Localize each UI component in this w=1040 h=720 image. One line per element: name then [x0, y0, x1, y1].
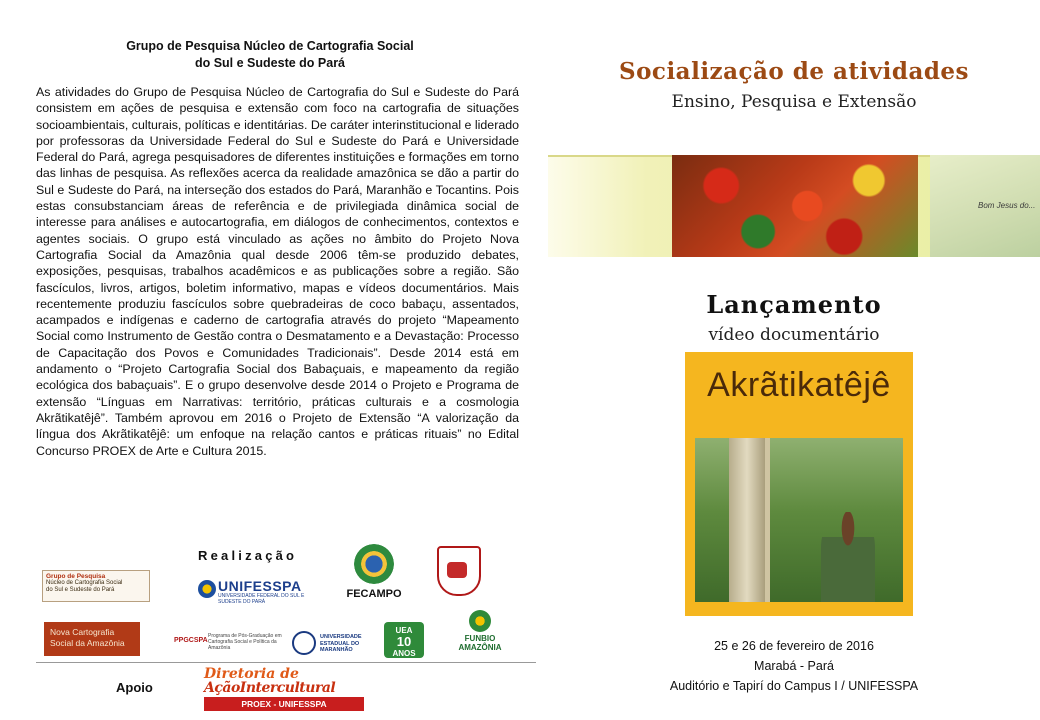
banner-map-label: Bom Jesus do...: [978, 201, 1036, 210]
fecampo-seal-icon: [354, 544, 394, 584]
uema-line3: MARANHÃO: [320, 647, 353, 653]
ppgcspa-logo: [174, 632, 284, 654]
group-heading: [40, 38, 500, 72]
documentary-poster: [685, 352, 913, 616]
uea-logo: [384, 622, 424, 658]
ppgcspa-key: PPGCSPA: [174, 637, 208, 644]
ncsa-line2: Social da Amazônia: [50, 638, 125, 648]
unifesspa-name: UNIFESSPA: [218, 578, 302, 594]
banner: [548, 155, 1040, 257]
nova-cartografia-logo: [44, 622, 140, 656]
funbio-emblem-icon: [469, 610, 491, 632]
brasao-logo: [436, 546, 482, 598]
fecampo-label: FECAMPO: [346, 588, 402, 600]
video-label: vídeo documentário: [708, 325, 880, 345]
grupo-logo-line1: Grupo de Pesquisa: [46, 573, 106, 580]
funbio-logo: [452, 610, 508, 658]
event-place: Marabá - Pará: [754, 659, 834, 673]
tree-trunk: [729, 438, 765, 602]
uea-number: 10: [396, 634, 412, 649]
grupo-logo-line2: Núcleo de Cartografia Social: [46, 580, 123, 586]
uema-text: [320, 634, 362, 654]
realizacao-label: Realização: [198, 548, 298, 563]
group-description: As atividades do Grupo de Pesquisa Núcleo de Cartografia do Sul e Sudeste do Pará consistem em ações de pesquisa e extensão com foco na cartografia de situações socioambientais, culturais, políticas e identitárias. De caráter interinstitucional e liderado por professoras da Universidade Federal do Sul e Sudeste do Pará e Universidade Federal do Pará, agrega pesquisadores de diferentes instituições e formações em torno das linhas de pesquisa. As reflexões acerca da realidade amazônica se dão a partir do Sul e Sudeste do Pará, na interseção dos estados do Pará, Maranhão e Tocantins. Pois estas consubstanciam áreas de referência e de privilegiada dinâmica social de interesse para análises e autocartografia, em diálogos de conhecimentos, contextos e agentes sociais. O grupo está vinculado as ações no âmbito do Projeto Nova Cartografia Social da Amazônia qual desde 2006 têm-se produzido debates, exposições, pesquisas, trabalhos acadêmicos e as publicações sobre a região. São fascículos, livros, artigos, boletim informativo, mapas e vídeos documentários. Mais recentemente produziu fascículos sobre quebradeiras de coco babaçu, assentados, acampados e indígenas e caderno de cartografia através do projeto “Mapeamento Social como Instrumento de Gestão contra o Desmatamento e a Devastação: Processo de Capacitação dos Povos e Comunidades Tradicionais”. Desde 2014 está em andamento o “Projeto Cartografia Social dos Babaçuais, e mapeamento da região ecológica dos babaçuais”. E o grupo desenvolve desde 2014 o Projeto e Programa de extensão “Línguas em Narrativas: território, práticas culturais e a cosmologia Akrãtikatêjê”. Também aprovou em 2016 o Projeto de Extensão “A valorização da língua dos Akrãtikatêjê: um enfoque na relação cantos e práticas rituais” no Edital Concurso PROEX de Arte e Cultura 2015.: [36, 85, 519, 458]
uema-logo: [292, 630, 372, 658]
apoio-label: Apoio: [116, 680, 153, 695]
diretoria-acao-intercultural-logo: [204, 668, 364, 716]
grupo-pesquisa-logo: [42, 570, 150, 602]
unifesspa-subtitle: UNIVERSIDADE FEDERAL DO SUL E SUDESTE DO PARÁ: [218, 593, 305, 605]
diretoria-line3: PROEX - UNIFESSPA: [204, 697, 364, 711]
event-venue: Auditório e Tapirí do Campus I / UNIFESSPA: [669, 679, 919, 693]
unifesspa-logo: [198, 578, 306, 605]
page-title: Socialização de atividades: [618, 58, 970, 85]
unifesspa-emblem-icon: [198, 580, 216, 598]
shield-icon: [437, 546, 481, 596]
group-heading-line1: Grupo de Pesquisa Núcleo de Cartografia Social: [126, 39, 414, 53]
person-figure: [821, 512, 875, 602]
diretoria-line2: AçãoIntercultural: [204, 680, 336, 696]
poster-title: Akrãtikatêjê: [707, 366, 891, 404]
uema-line2: ESTADUAL DO: [320, 640, 360, 647]
funbio-label: FUNBIO AMAZÔNIA: [458, 634, 502, 652]
ncsa-line1: Nova Cartografia: [50, 627, 115, 637]
uema-emblem-icon: [292, 631, 316, 655]
event-date: 25 e 26 de fevereiro de 2016: [714, 639, 874, 653]
page-subtitle: Ensino, Pesquisa e Extensão: [671, 92, 917, 112]
divider: [36, 662, 536, 663]
banner-photo: [672, 155, 918, 257]
fecampo-logo: [346, 544, 402, 604]
right-panel: [548, 0, 1040, 720]
diretoria-line1: Diretoria de: [204, 666, 299, 682]
event-details: [548, 636, 1040, 696]
uea-top: UEA: [395, 626, 413, 635]
uema-line1: UNIVERSIDADE: [320, 634, 362, 640]
uea-bottom: ANOS: [392, 649, 416, 658]
group-heading-line2: do Sul e Sudeste do Pará: [194, 56, 346, 70]
grupo-logo-line3: do Sul e Sudeste do Pará: [46, 587, 115, 593]
ppgcspa-desc: Programa de Pós-Graduação em Cartografia Social e Política da Amazônia: [208, 633, 282, 651]
lancamento-heading: Lançamento: [706, 290, 882, 319]
